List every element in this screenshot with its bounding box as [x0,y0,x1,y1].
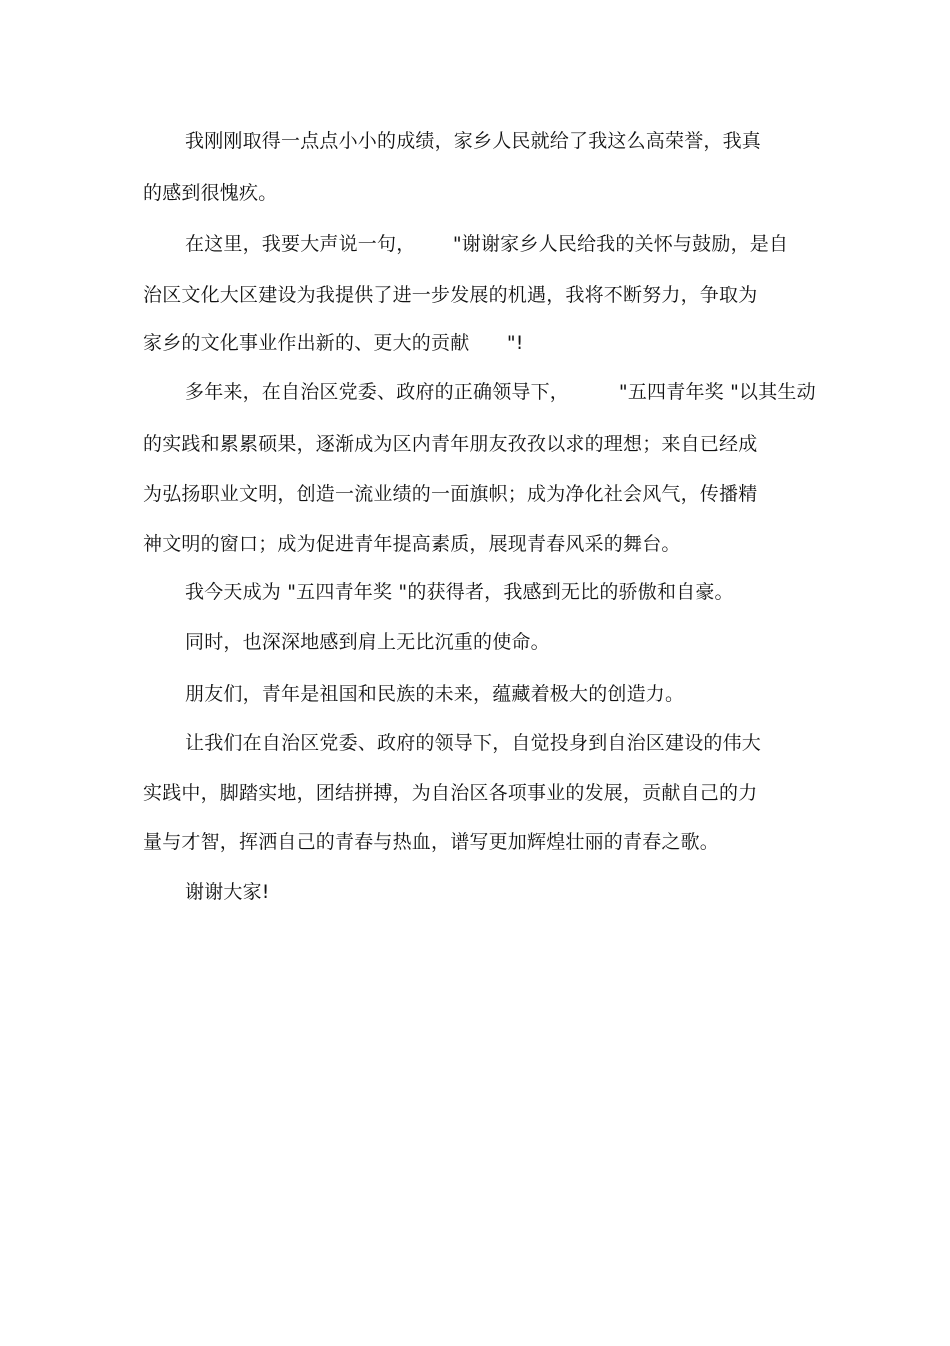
text-line-5: 家乡的文化事业作出新的、更大的贡献 "! [143,332,524,354]
text-line-10: 我今天成为 "五四青年奖 "的获得者，我感到无比的骄傲和自豪。 [185,581,734,603]
text-line-14: 实践中，脚踏实地，团结拼搏，为自治区各项事业的发展，贡献自己的力 [143,782,758,804]
text-line-11: 同时，也深深地感到肩上无比沉重的使命。 [185,631,550,653]
text-line-7: 的实践和累累硕果，逐渐成为区内青年朋友孜孜以求的理想；来自已经成 [143,433,758,455]
text-line-3: 在这里，我要大声说一句， "谢谢家乡人民给我的关怀与鼓励，是自 [185,233,789,255]
text-line-9: 神文明的窗口；成为促进青年提高素质，展现青春风采的舞台。 [143,533,681,555]
text-line-15: 量与才智，挥洒自己的青春与热血，谱写更加辉煌壮丽的青春之歌。 [143,831,720,853]
text-line-2: 的感到很愧疚。 [143,182,278,204]
text-line-12: 朋友们，青年是祖国和民族的未来，蕴藏着极大的创造力。 [185,683,685,705]
text-line-16: 谢谢大家! [185,881,270,903]
text-line-13: 让我们在自治区党委、政府的领导下，自觉投身到自治区建设的伟大 [185,732,762,754]
text-line-1: 我刚刚取得一点点小小的成绩，家乡人民就给了我这么高荣誉，我真 [185,130,762,152]
text-line-6: 多年来，在自治区党委、政府的正确领导下， "五四青年奖 "以其生动 [185,381,816,403]
text-line-4: 治区文化大区建设为我提供了进一步发展的机遇，我将不断努力，争取为 [143,284,758,306]
text-line-8: 为弘扬职业文明，创造一流业绩的一面旗帜；成为净化社会风气，传播精 [143,483,758,505]
